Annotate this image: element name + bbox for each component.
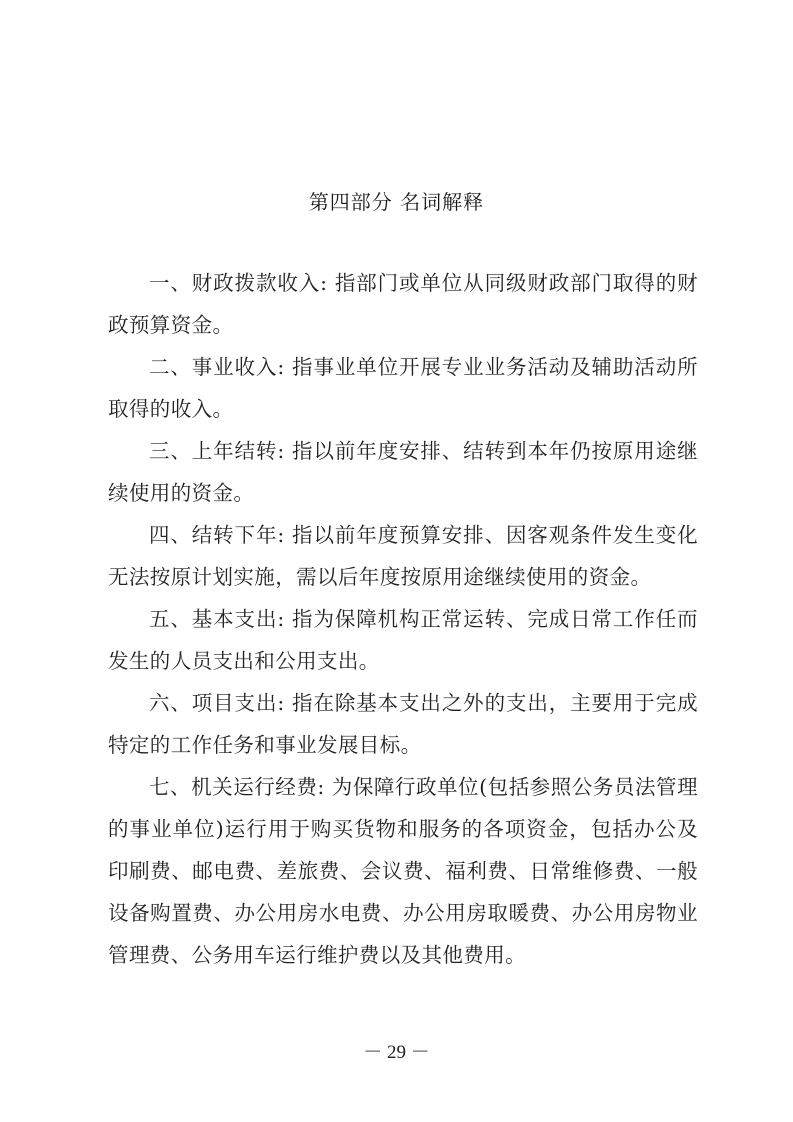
page-number: － 29 －	[363, 1042, 430, 1063]
definitions-body	[108, 262, 698, 976]
definition-basic-expenditure: 五、基本支出: 指为保障机构正常运转、完成日常工作任而发生的人员支出和公用支出。	[108, 607, 698, 673]
definition-prior-year-carryover: 三、上年结转: 指以前年度安排、结转到本年仍按原用途继续使用的资金。	[108, 439, 698, 505]
definition-carryover-next-year: 四、结转下年: 指以前年度预算安排、因客观条件发生变化无法按原计划实施，需以后年度按原用途继续使用的资金。	[108, 523, 698, 589]
definition-project-expenditure: 六、项目支出: 指在除基本支出之外的支出，主要用于完成特定的工作任务和事业发展目标。	[108, 691, 698, 757]
section-title: 第四部分 名词解释	[308, 190, 485, 214]
definition-fiscal-appropriation-income: 一、财政拨款收入: 指部门或单位从同级财政部门取得的财政预算资金。	[108, 271, 698, 337]
definition-business-income: 二、事业收入: 指事业单位开展专业业务活动及辅助活动所取得的收入。	[108, 355, 698, 421]
definition-agency-operating-funds: 七、机关运行经费: 为保障行政单位(包括参照公务员法管理的事业单位)运行用于购买货物和服务的各项资金，包括办公及印刷费、邮电费、差旅费、会议费、福利费、日常维修费、一般设备购置费、办公用房水电费、办公用房取暖费、办公用房物业管理费、公务用车运行维护费以及其他费用。	[108, 775, 698, 967]
